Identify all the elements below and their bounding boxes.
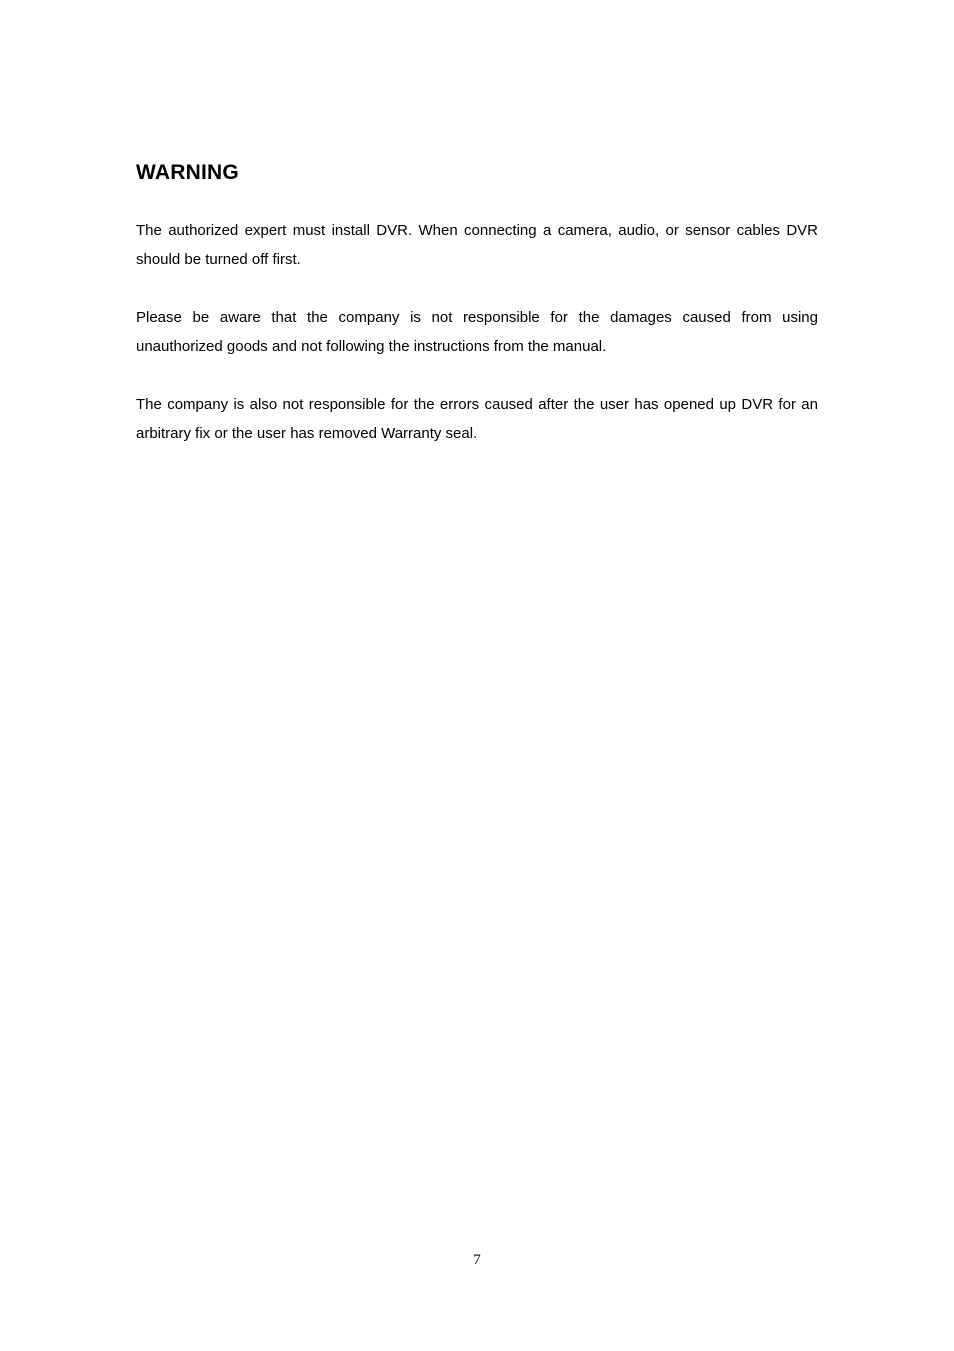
paragraph-liability-goods: Please be aware that the company is not responsible for the damages caused from using unauthorized goods and not following the instructions from the manual. [136,309,818,355]
paragraph-install: The authorized expert must install DVR. When connecting a camera, audio, or sensor cables DVR should be turned off first. [136,222,818,268]
page-content [136,158,818,477]
paragraph-liability-seal: The company is also not responsible for the errors caused after the user has opened up DVR for an arbitrary fix or the user has removed Warranty seal. [136,396,818,442]
warning-heading: WARNING [136,161,239,184]
page-number: 7 [473,1252,481,1268]
